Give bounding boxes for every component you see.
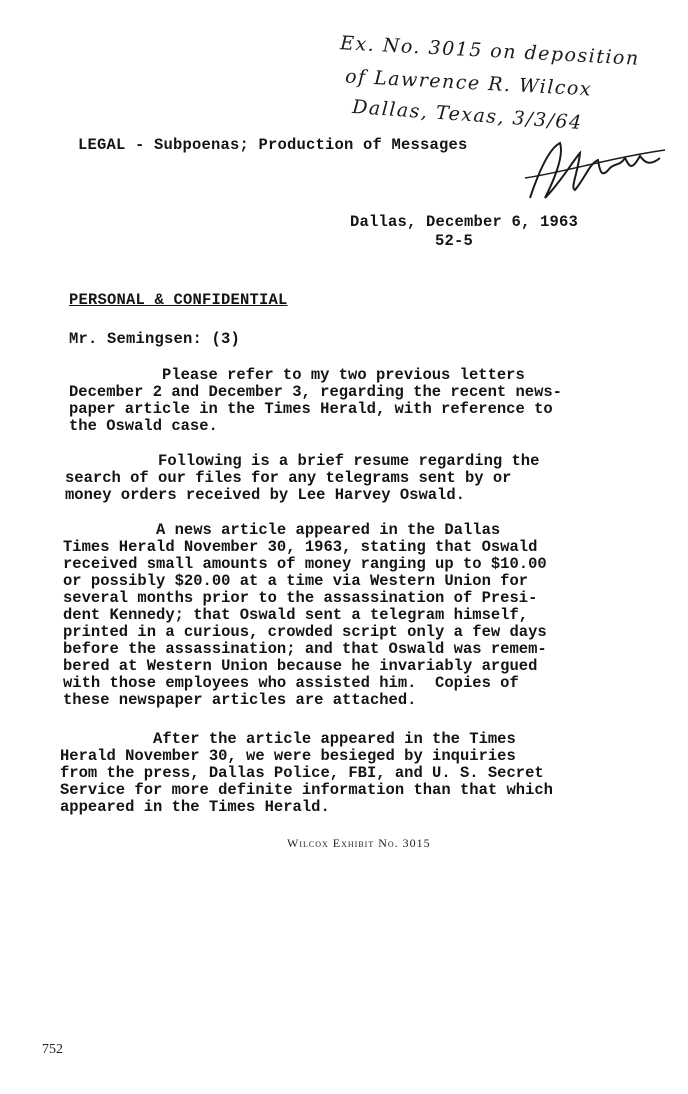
paragraph-line: paper article in the Times Herald, with reference to — [69, 400, 553, 418]
paragraph-line: several months prior to the assassination of Presi- — [63, 589, 538, 607]
paragraph-1 — [69, 367, 562, 435]
paragraph-3 — [63, 522, 547, 709]
paragraph-2 — [65, 453, 539, 504]
paragraph-line: After the article appeared in the Times — [60, 730, 516, 748]
paragraph-line: before the assassination; and that Oswald was remem- — [63, 640, 547, 658]
paragraph-line: from the press, Dallas Police, FBI, and U. S. Secret — [60, 764, 544, 782]
page-number: 752 — [42, 1042, 63, 1057]
subject-line: LEGAL - Subpoenas; Production of Messages — [78, 136, 468, 154]
paragraph-line: received small amounts of money ranging up to $10.00 — [63, 555, 547, 573]
salutation: Mr. Semingsen: (3) — [69, 330, 241, 348]
handwritten-note-line-3: Dallas, Texas, 3/3/64 — [351, 95, 584, 135]
paragraph-line: Please refer to my two previous letters — [69, 366, 525, 384]
paragraph-4 — [60, 731, 553, 816]
paragraph-line: Herald November 30, we were besieged by inquiries — [60, 747, 516, 765]
paragraph-line: A news article appeared in the Dallas — [63, 521, 501, 539]
paragraph-line: Following is a brief resume regarding the — [65, 452, 540, 470]
paragraph-line: money orders received by Lee Harvey Oswald. — [65, 486, 465, 504]
paragraph-line: December 2 and December 3, regarding the recent news- — [69, 383, 562, 401]
handwritten-note-line-1: Ex. No. 3015 on deposition — [339, 32, 641, 70]
paragraph-line: appeared in the Times Herald. — [60, 798, 330, 816]
paragraph-line: these newspaper articles are attached. — [63, 691, 417, 709]
file-number: 52-5 — [435, 232, 474, 250]
paragraph-line: the Oswald case. — [69, 417, 218, 435]
paragraph-line: Times Herald November 30, 1963, stating that Oswald — [63, 538, 538, 556]
handwritten-note-line-2: of Lawrence R. Wilcox — [344, 65, 593, 101]
exhibit-caption: Wilcox Exhibit No. 3015 — [287, 836, 431, 850]
classification-heading: PERSONAL & CONFIDENTIAL — [69, 291, 288, 309]
dateline: Dallas, December 6, 1963 — [350, 213, 579, 231]
paragraph-line: search of our files for any telegrams sent by or — [65, 469, 512, 487]
paragraph-line: Service for more definite information than that which — [60, 781, 553, 799]
paragraph-line: with those employees who assisted him. Copies of — [63, 674, 519, 692]
paragraph-line: printed in a curious, crowded script only a few days — [63, 623, 547, 641]
paragraph-line: dent Kennedy; that Oswald sent a telegram himself, — [63, 606, 529, 624]
paragraph-line: bered at Western Union because he invariably argued — [63, 657, 538, 675]
paragraph-line: or possibly $20.00 at a time via Western Union for — [63, 572, 529, 590]
signature-scribble — [520, 128, 670, 208]
